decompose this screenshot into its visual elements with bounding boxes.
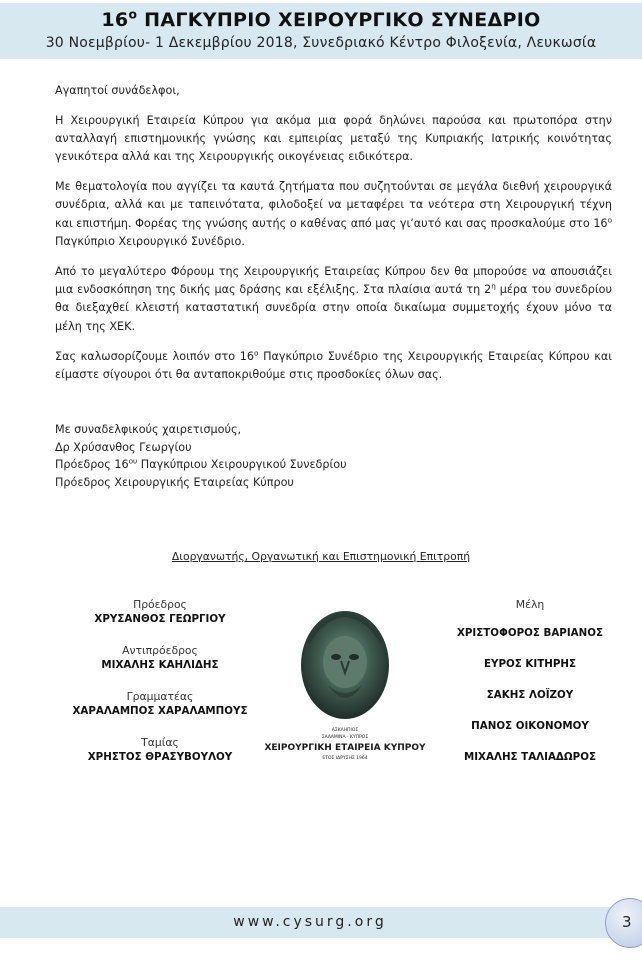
title-text: ΠΑΓΚΥΠΡΙΟ ΧΕΙΡΟΥΡΓΙΚΟ ΣΥΝΕΔΡΙΟ <box>137 9 541 31</box>
conference-title <box>0 9 642 31</box>
asklepios-head-icon <box>262 607 428 727</box>
signer-title-2: Πρόεδρος Χειρουργικής Εταιρείας Κύπρου <box>55 475 294 489</box>
paragraph-1: Η Χειρουργική Εταιρεία Κύπρου για ακόμα μια φορά δηλώνει παρούσα και πρωτοπόρα στην ανταλλαγή επιστημονικής γνώσης και εμπειρίας μεταξύ της Κυπριακής Ιατρικής κοινότητας γενικότερα αλλά και της Χειρουργικής οικογένειας ειδικότερα. <box>55 113 612 164</box>
officer-role: Πρόεδρος <box>133 598 187 611</box>
member-name: ΜΙΧΑΛΗΣ ΤΑΛΙΑΔΩΡΟΣ <box>463 751 596 763</box>
officer-name: ΧΡΗΣΤΟΣ ΘΡΑΣΥΒΟΥΛΟΥ <box>87 751 233 763</box>
page-number: 3 <box>622 913 632 931</box>
paragraph-3-text-a: Από το μεγαλύτερο Φόρουμ της Χειρουργικής Εταιρείας Κύπρου δεν θα μπορούσε να απουσιάζει μια ενδοσκόπηση της δικής μας δράσης και εξέλιξης. Στα πλαίσια αυτά τη <box>55 264 612 297</box>
website-link[interactable]: www.cysurg.org <box>233 914 387 930</box>
signer-title-1 <box>55 456 455 474</box>
logo-line-3: ΧΕΙΡΟΥΡΓΙΚΗ ΕΤΑΙΡΕΙΑ ΚΥΠΡΟΥ <box>264 743 426 753</box>
paragraph-3-number: 2 <box>484 283 492 297</box>
paragraph-2-ordinal: ο <box>607 215 613 225</box>
paragraph-4-text-a: Σας καλωσορίζουμε λοιπόν στο <box>55 349 240 363</box>
member-name: ΧΡΙΣΤΟΦΟΡΟΣ ΒΑΡΙΑΝΟΣ <box>456 627 604 639</box>
committee-heading: Διοργανωτής, Οργανωτική και Επιστημονική Επιτροπή <box>171 550 471 563</box>
logo-line-1: ΑΣΚΛΗΠΙΟΣ <box>331 728 359 733</box>
paragraph-3-ordinal: η <box>491 281 496 291</box>
society-logo <box>262 607 428 772</box>
title-ordinal: ο <box>128 7 138 22</box>
members-column <box>430 597 630 781</box>
officer-name: ΧΡΥΣΑΝΘΟΣ ΓΕΩΡΓΙΟΥ <box>94 613 226 625</box>
logo-line-2: ΣΑΛΑΜΙΝΑ - ΚΥΠΡΟΣ <box>321 735 369 740</box>
signer-title-1-ordinal: ου <box>128 456 138 466</box>
page-footer <box>0 907 642 938</box>
officer-entry <box>60 597 260 627</box>
signer-name: Δρ Χρύσανθος Γεωργίου <box>55 440 192 454</box>
paragraph-4-text-b: Παγκύπριο Συνέδριο της Χειρουργικής Εταιρείας Κύπρου και είμαστε σίγουροι ότι θα ανταποκριθούμε στις προσδοκίες όλων σας. <box>55 349 612 381</box>
member-name: ΕΥΡΟΣ ΚΙΤΗΡΗΣ <box>483 658 577 670</box>
greeting: Αγαπητοί συνάδελφοι, <box>55 84 180 97</box>
paragraph-2-number: 16 <box>593 216 608 230</box>
officer-entry <box>60 689 260 719</box>
page-number-badge <box>605 898 642 948</box>
signature-block <box>55 421 455 491</box>
paragraph-4-number: 16 <box>239 349 254 363</box>
officer-name: ΧΑΡΑΛΑΜΠΟΣ ΧΑΡΑΛΑΜΠΟΥΣ <box>72 705 248 717</box>
members-label: Μέλη <box>515 598 545 611</box>
logo-line-4: ΕΤΟΣ ΙΔΡΥΣΗΣ 1964 <box>322 756 368 761</box>
officer-role: Ταμίας <box>141 736 179 749</box>
signer-title-1-number: 16 <box>114 458 129 471</box>
paragraph-4 <box>55 348 612 385</box>
officers-column <box>60 597 260 781</box>
paragraph-3-text-b: μέρα του συνεδρίου θα διεξαχθεί κλειστή καταστατική συνεδρία στην οποία δικαίωμα συμμετοχής έχουν μόνο τα μέλη της ΧΕΚ. <box>55 283 613 333</box>
conference-subtitle: 30 Νοεμβρίου- 1 Δεκεμβρίου 2018, Συνεδριακό Κέντρο Φιλοξενία, Λευκωσία <box>45 35 597 51</box>
title-number: 16 <box>101 9 129 31</box>
paragraph-2 <box>55 178 612 251</box>
paragraph-3 <box>55 263 612 336</box>
paragraph-2-text-a: Με θεματολογία που αγγίζει τα καυτά ζητήματα που συζητούνται σε μεγάλα διεθνή χειρουργικά συνέδρια, αλλά και με ταπεινότατα, φιλοδοξεί να μεταφέρει τα νεότερα στη Χειρουργική τέχνη και επιστήμη. Φορέας της γνώσης αυτής ο καθένας από μας γι’αυτό και σας προσκαλούμε στο <box>55 180 612 230</box>
officer-role: Αντιπρόεδρος <box>122 644 198 657</box>
signer-title-1-b: Παγκύπριου Χειρουργικού Συνεδρίου <box>137 458 347 471</box>
member-name: ΠΑΝΟΣ ΟΙΚΟΝΟΜΟΥ <box>471 720 589 732</box>
signer-title-1-a: Πρόεδρος <box>55 458 115 471</box>
paragraph-4-ordinal: ο <box>253 347 259 357</box>
officer-name: ΜΙΧΑΛΗΣ ΚΑΗΛΙΔΗΣ <box>101 659 219 671</box>
officer-entry <box>60 735 260 765</box>
officer-role: Γραμματέας <box>126 690 194 703</box>
officer-entry <box>60 643 260 673</box>
page-header <box>0 3 642 59</box>
member-name: ΣΑΚΗΣ ΛΟΪΖΟΥ <box>486 689 574 701</box>
letter-body <box>55 82 612 396</box>
closing: Με συναδελφικούς χαιρετισμούς, <box>55 423 242 436</box>
paragraph-2-text-b: Παγκύπριο Χειρουργικό Συνέδριο. <box>55 235 245 249</box>
